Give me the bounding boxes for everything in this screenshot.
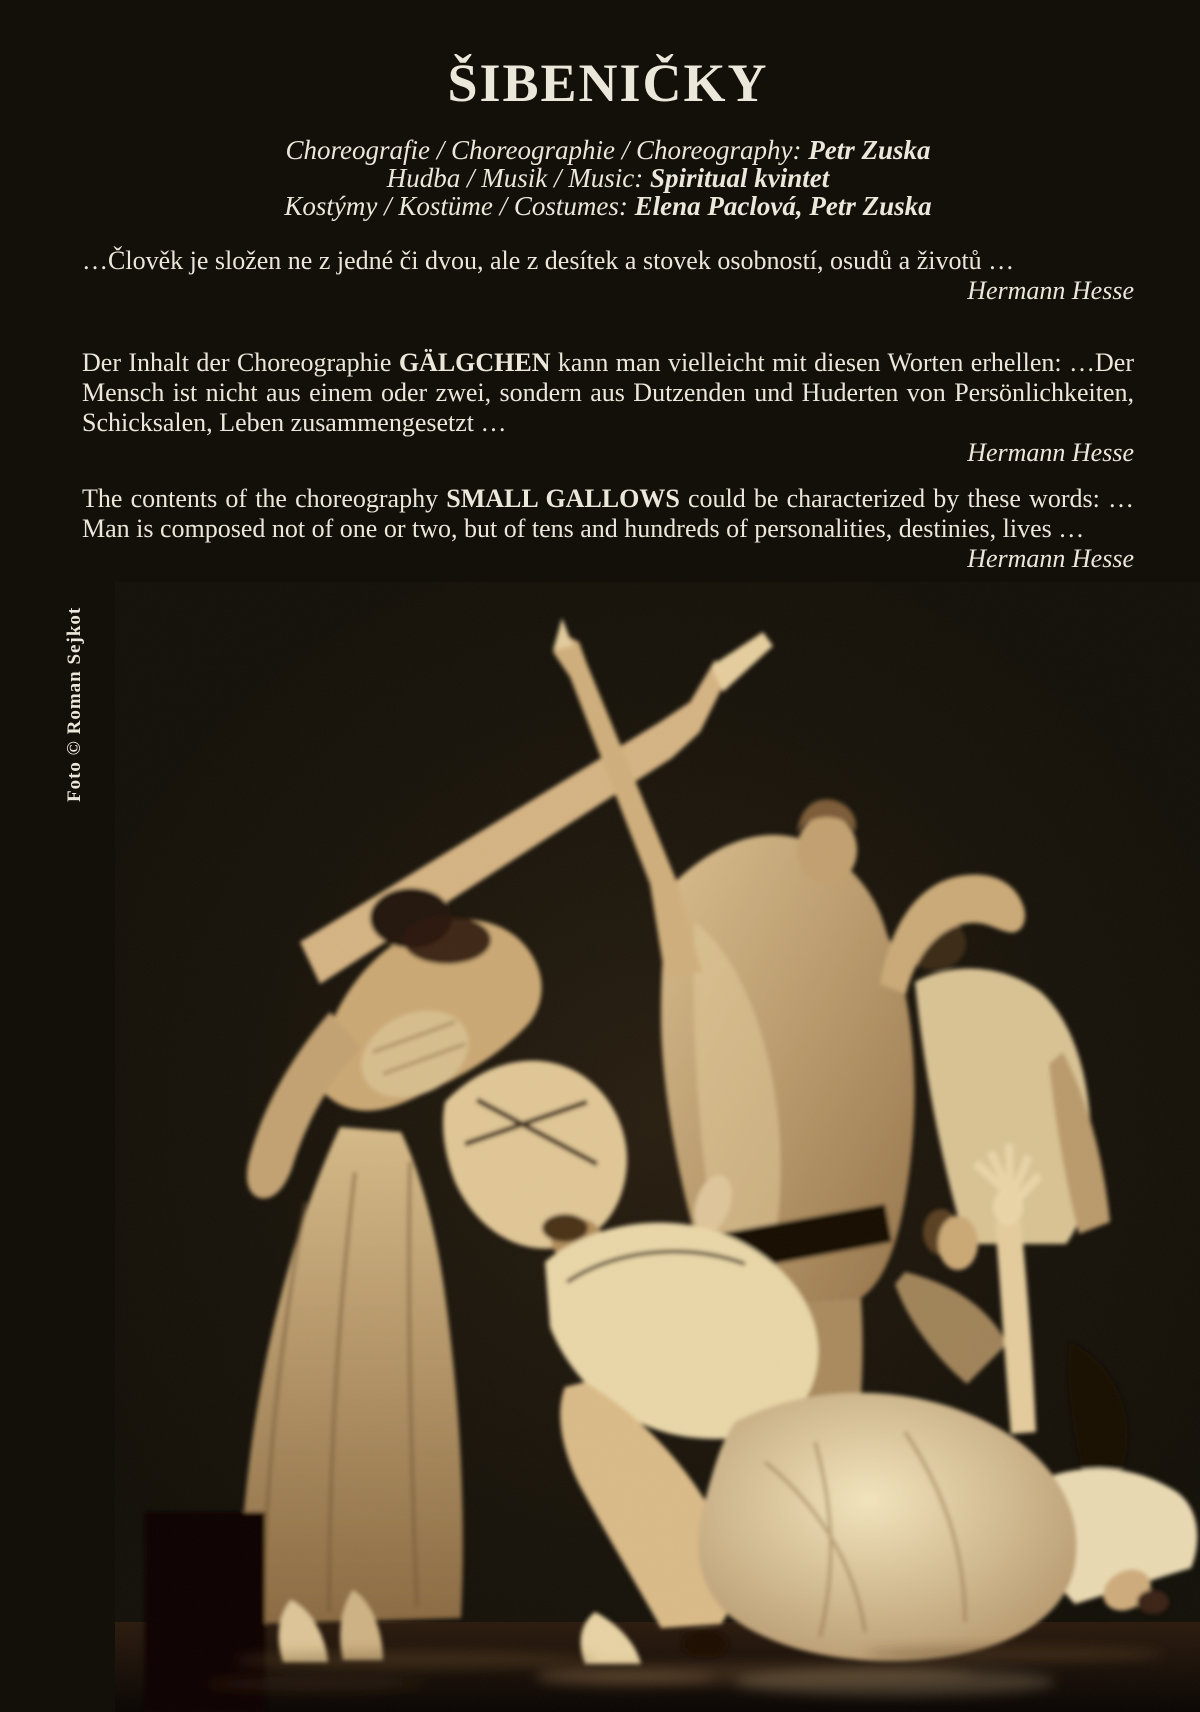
credit-value: Petr Zuska [808, 135, 931, 166]
quote-english [82, 484, 1134, 544]
quote-text: Der Inhalt der Choreographie [82, 348, 399, 378]
credit-costumes [82, 192, 1134, 220]
photo-credit-vertical: Foto © Roman Sejkot [64, 606, 85, 802]
credit-value: Spiritual kvintet [649, 163, 830, 194]
credit-music [82, 164, 1134, 192]
quote-text: kann man vielleicht mit diesen Worten erhellen: …Der Mensch ist nicht aus einem oder zwei, sondern aus Dutzenden und Huderten von Persönlichkeiten, Schicksalen, Leben zusammengesetzt … [82, 348, 1134, 438]
dancers-photo [115, 582, 1200, 1712]
credit-label: Choreografie / Choreographie / Choreography: [285, 135, 802, 166]
credit-choreography [82, 136, 1134, 164]
quote-german [82, 348, 1134, 438]
quote-attribution: Hermann Hesse [967, 438, 1134, 468]
quote-attribution: Hermann Hesse [967, 276, 1134, 306]
page-title: ŠIBENIČKY [447, 53, 769, 113]
quote-attribution: Hermann Hesse [967, 544, 1134, 574]
program-page [82, 0, 1134, 574]
quote-bold-text: SMALL GALLOWS [446, 484, 680, 514]
quote-text: could be characterized by these words: …Man is composed not of one or two, but of tens and hundreds of personalities, destinies, lives … [82, 484, 1134, 544]
quote-czech [82, 246, 1134, 276]
credits-block [82, 136, 1134, 220]
credit-value: Elena Paclová, Petr Zuska [634, 191, 932, 222]
quote-bold-text: GÄLGCHEN [398, 348, 551, 378]
credit-label: Kostýmy / Kostüme / Costumes: [284, 191, 628, 222]
quote-text: The contents of the choreography [82, 484, 447, 514]
credit-label: Hudba / Musik / Music: [386, 163, 644, 194]
stage-photograph [115, 582, 1200, 1712]
quote-text: …Člověk je složen ne z jedné či dvou, ale z desítek a stovek osobností, osudů a životů … [82, 246, 1015, 276]
film-grain-overlay [115, 582, 1200, 1712]
